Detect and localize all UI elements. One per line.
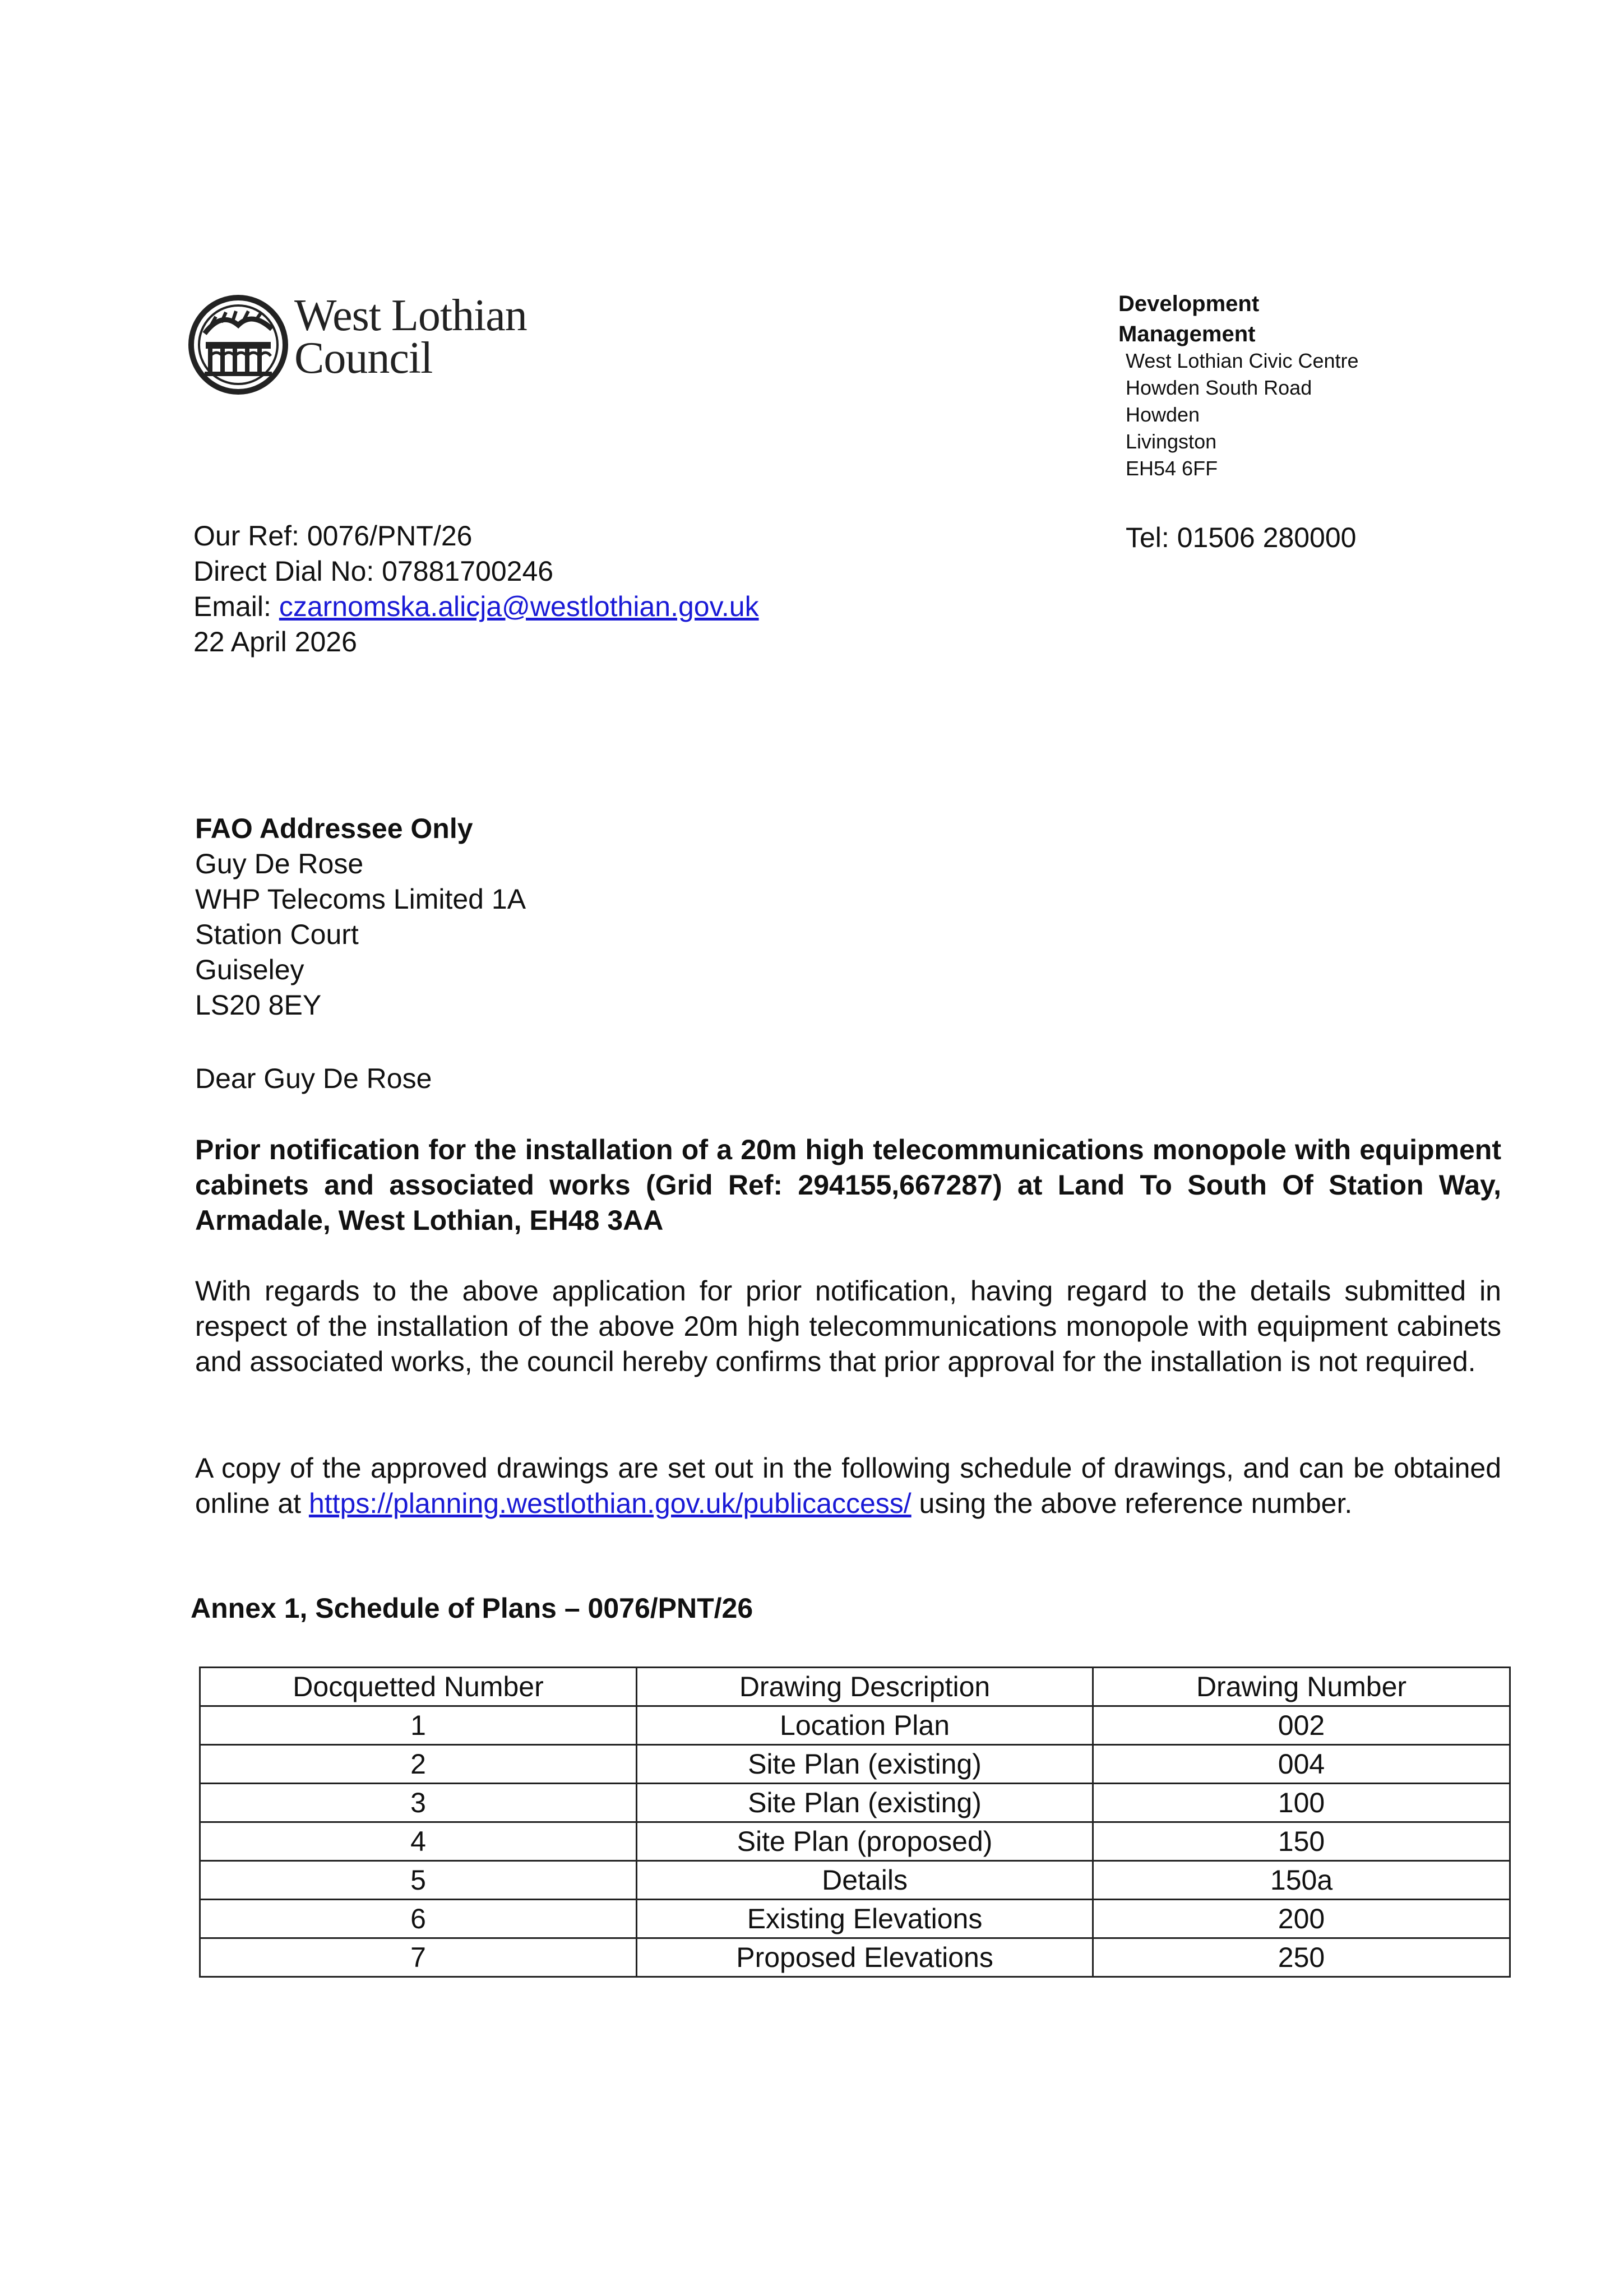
table-header-row	[200, 1668, 1510, 1706]
table-row	[200, 1784, 1510, 1822]
drawing-number: 250	[1093, 1938, 1510, 1977]
column-header: Drawing Description	[637, 1668, 1093, 1706]
docquetted-number: 2	[200, 1745, 637, 1784]
docquetted-number: 6	[200, 1900, 637, 1938]
docquetted-number: 3	[200, 1784, 637, 1822]
address-line: EH54 6FF	[1126, 457, 1218, 480]
email-link[interactable]: czarnomska.alicja@westlothian.gov.uk	[279, 591, 759, 622]
table-row	[200, 1745, 1510, 1784]
drawing-number: 150a	[1093, 1861, 1510, 1900]
paragraph-text: using the above reference number.	[911, 1488, 1353, 1519]
annex-title: Annex 1, Schedule of Plans – 0076/PNT/26	[191, 1593, 753, 1624]
our-reference: Our Ref: 0076/PNT/26	[193, 520, 473, 552]
drawing-description: Details	[637, 1861, 1093, 1900]
office-telephone: Tel: 01506 280000	[1126, 522, 1357, 553]
drawing-number: 200	[1093, 1900, 1510, 1938]
docquetted-number: 1	[200, 1706, 637, 1745]
table-row	[200, 1706, 1510, 1745]
recipient-address	[195, 811, 526, 1023]
logo-wordmark	[294, 291, 527, 383]
table-row	[200, 1900, 1510, 1938]
body-paragraph-2	[195, 1451, 1501, 1521]
recipient-line: LS20 8EY	[195, 989, 322, 1021]
schedule-of-plans-table	[199, 1667, 1511, 1978]
logo-line-1: West Lothian	[294, 291, 527, 340]
body-paragraph-1: With regards to the above application for prior notification, having regard to the details submitted in respect of the installation of the above 20m high telecommunications monopole with equipment cabinets and associated works, the council hereby confirms that prior approval for the installation is not required.	[195, 1275, 1501, 1377]
public-access-link[interactable]: https://planning.westlothian.gov.uk/publicaccess/	[308, 1488, 912, 1519]
recipient-line: Guiseley	[195, 954, 304, 985]
column-header: Drawing Number	[1093, 1668, 1510, 1706]
reference-block	[193, 519, 759, 660]
paragraph-text: A copy of the approved drawings are set out in the following schedule of drawings, and can be obtained online at	[195, 1452, 1501, 1519]
salutation: Dear Guy De Rose	[195, 1063, 432, 1094]
drawing-number: 100	[1093, 1784, 1510, 1822]
drawing-description: Proposed Elevations	[637, 1938, 1093, 1977]
email-line	[193, 589, 759, 624]
address-line: Livingston	[1126, 430, 1217, 453]
drawing-description: Location Plan	[637, 1706, 1093, 1745]
office-address	[1126, 348, 1359, 482]
logo-line-2: Council	[294, 334, 433, 383]
drawing-description: Existing Elevations	[637, 1900, 1093, 1938]
direct-dial: Direct Dial No: 07881700246	[193, 556, 554, 587]
drawing-description: Site Plan (existing)	[637, 1745, 1093, 1784]
column-header: Docquetted Number	[200, 1668, 637, 1706]
docquetted-number: 7	[200, 1938, 637, 1977]
letter-date: 22 April 2026	[193, 626, 357, 658]
drawing-number: 002	[1093, 1706, 1510, 1745]
recipient-line: Station Court	[195, 919, 359, 950]
table-row	[200, 1822, 1510, 1861]
recipient-line: WHP Telecoms Limited 1A	[195, 883, 526, 915]
address-line: Howden South Road	[1126, 376, 1312, 399]
address-line: West Lothian Civic Centre	[1126, 349, 1359, 372]
drawing-description: Site Plan (existing)	[637, 1784, 1093, 1822]
docquetted-number: 5	[200, 1861, 637, 1900]
address-line: Howden	[1126, 403, 1200, 426]
drawing-number: 004	[1093, 1745, 1510, 1784]
department-line-1: Development	[1118, 291, 1260, 316]
drawing-description: Site Plan (proposed)	[637, 1822, 1093, 1861]
department-line-2: Management	[1118, 322, 1256, 346]
recipient-line: Guy De Rose	[195, 848, 364, 879]
council-logo	[188, 291, 558, 398]
letter-subject: Prior notification for the installation of a 20m high telecommunications monopole with equipment cabinets and associated works (Grid Ref: 294155,667287) at Land To South Of Station Way, Armadale, West Lothian, EH48 3AA	[195, 1134, 1501, 1236]
department-name	[1118, 289, 1259, 349]
docquetted-number: 4	[200, 1822, 637, 1861]
email-label: Email:	[193, 591, 279, 622]
table-row	[200, 1861, 1510, 1900]
drawing-number: 150	[1093, 1822, 1510, 1861]
council-emblem-icon	[188, 294, 289, 395]
fao-line: FAO Addressee Only	[195, 813, 473, 844]
table-row	[200, 1938, 1510, 1977]
